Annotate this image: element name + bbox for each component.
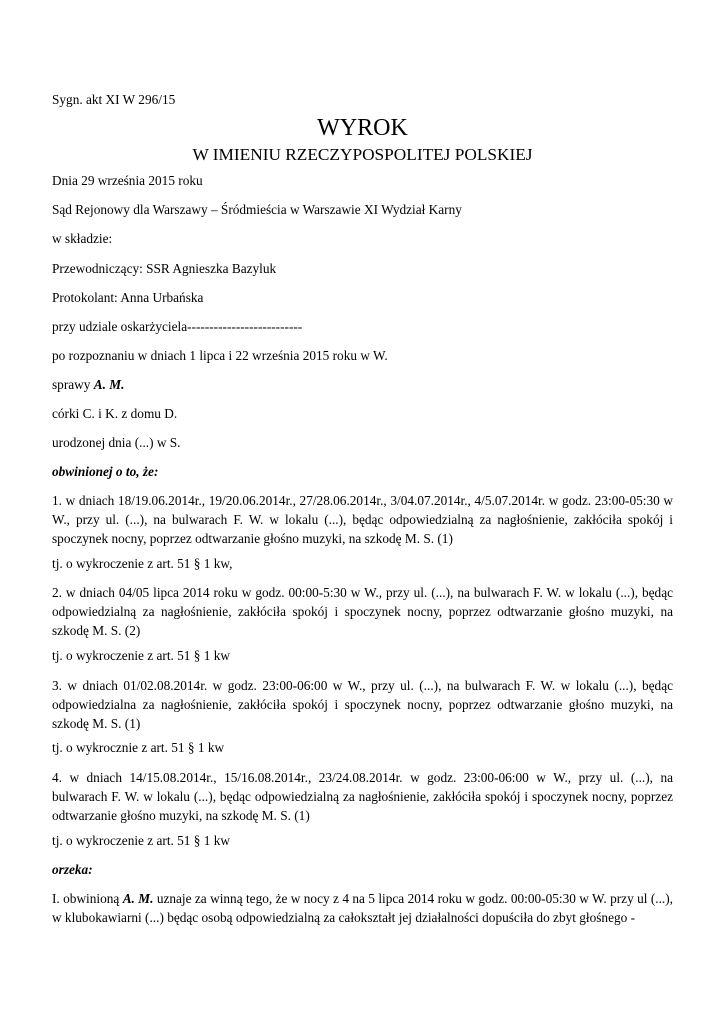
presiding-judge: Przewodniczący: SSR Agnieszka Bazyluk (52, 261, 277, 276)
case-of-line (52, 375, 673, 394)
case-prefix: sprawy (52, 377, 94, 392)
ruling-item-1 (52, 889, 673, 927)
composition-label: w składzie: (52, 231, 113, 246)
charge-item-2: 2. w dniach 04/05 lipca 2014 roku w godz. 00:00-5:30 w W., przy ul. (...), na bulwarach F. W. w lokalu (...), będąc odpowiedzialną za nagłośnienie, zakłóciła spokój i spoczynek nocny, poprzez odtwarzanie głośno muzyki, na szkodę M. S. (2) (52, 585, 673, 638)
court-recorder: Protokolant: Anna Urbańska (52, 290, 204, 305)
hearing-dates: po rozpoznaniu w dniach 1 lipca i 22 września 2015 roku w W. (52, 348, 388, 363)
document-subtitle: W IMIENIU RZECZYPOSPOLITEJ POLSKIEJ (192, 145, 533, 164)
court-name: Sąd Rejonowy dla Warszawy – Śródmieścia w Warszawie XI Wydział Karny (52, 202, 462, 217)
defendant-birth: urodzonej dnia (...) w S. (52, 435, 181, 450)
charge-qualification-3: tj. o wykrocznie z art. 51 § 1 kw (52, 740, 225, 755)
charge-item-3: 3. w dniach 01/02.08.2014r. w godz. 23:00-06:00 w W., przy ul. (...), na bulwarach F. W. w lokalu (...), będąc odpowiedzialna za nagłośnienie, zakłóciła spokój i spoczynek nocny, poprzez odtwarzanie głośno muzyki, na szkodę M. S. (1) (52, 678, 673, 731)
judgment-date: Dnia 29 września 2015 roku (52, 173, 203, 188)
charge-qualification-4: tj. o wykroczenie z art. 51 § 1 kw (52, 833, 230, 848)
charge-qualification-2: tj. o wykroczenie z art. 51 § 1 kw (52, 648, 230, 663)
defendant-parents: córki C. i K. z domu D. (52, 406, 178, 421)
defendant-name: A. M. (93, 377, 125, 392)
document-title: WYROK (317, 115, 408, 141)
case-number: Sygn. akt XI W 296/15 (52, 92, 176, 107)
charge-item-4: 4. w dniach 14/15.08.2014r., 15/16.08.2014r., 23/24.08.2014r. w godz. 23:00-06:00 w W., przy ul. (...), na bulwarach F. W. w lokalu (...), będąc odpowiedzialną za nagłośnienie, zakłóciła spokój i spoczynek nocny, poprzez odtwarzanie głośno muzyki, na szkodę M. S. (1) (52, 770, 673, 823)
ruling-item-text: uznaje za winną tego, że w nocy z 4 na 5 lipca 2014 roku w godz. 00:00-05:30 w W. przy ul (...), w klubokawiarni (...) będąc osobą odpowiedzialną za całokształt jej działalności dopuściła do zbyt głośnego - (52, 891, 673, 925)
charge-item-1: 1. w dniach 18/19.06.2014r., 19/20.06.2014r., 27/28.06.2014r., 3/04.07.2014r., 4/5.07.2014r. w godz. 23:00-05:30 w W., przy ul. (...), na bulwarach F. W. w lokalu (...), będąc odpowiedzialną za nagłośnienie, zakłóciła spokój i spoczynek nocny, poprzez odtwarzanie głośno muzyki, na szkodę M. S. (1) (52, 493, 673, 546)
document-page (52, 0, 673, 1024)
ruling-defendant-name: A. M. (122, 891, 154, 906)
charge-qualification-1: tj. o wykroczenie z art. 51 § 1 kw, (52, 556, 233, 571)
prosecutor-line: przy udziale oskarżyciela-------------------------- (52, 319, 303, 334)
ruling-item-prefix: I. obwinioną (52, 891, 123, 906)
ruling-heading: orzeka: (52, 862, 93, 877)
charges-heading: obwinionej o to, że: (52, 464, 159, 479)
